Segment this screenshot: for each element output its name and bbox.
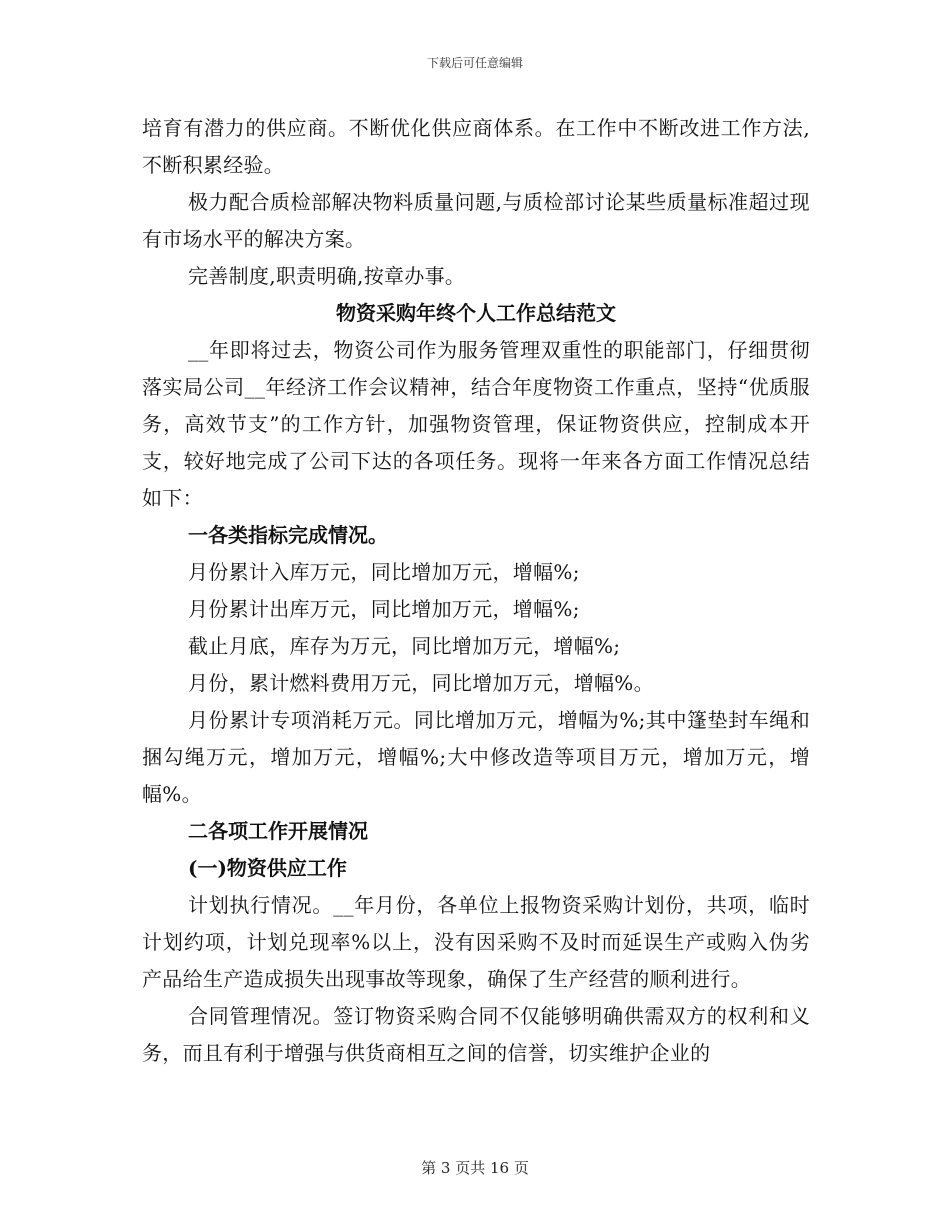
paragraph-special-consumption: 月份累计专项消耗万元。同比增加万元，增幅为%;其中篷垫封车绳和捆勾绳万元，增加万元，增幅%;大中修改造等项目万元，增加万元，增幅%。 <box>142 708 810 806</box>
paragraph-supplier-development: 培育有潜力的供应商。不断优化供应商体系。在工作中不断改进工作方法,不断积累经验。 <box>142 116 810 177</box>
paragraph-plan-execution: 计划执行情况。__年月份，各单位上报物资采购计划份，共项，临时计划约项，计划兑现率%以上，没有因采购不及时而延误生产或购入伪劣产品给生产造成损失出现事故等现象，确保了生产经营的顺利进行。 <box>142 893 810 991</box>
paragraph-inventory: 截止月底，库存为万元，同比增加万元，增幅%; <box>188 634 621 658</box>
paragraph-outbound: 月份累计出库万元，同比增加万元，增幅%; <box>188 597 580 621</box>
document-body <box>142 110 810 1072</box>
paragraph-quality-cooperation: 极力配合质检部解决物料质量问题,与质检部讨论某些质量标准超过现有市场水平的解决方案。 <box>142 190 810 251</box>
heading-work-progress: 二各项工作开展情况 <box>188 819 368 843</box>
heading-material-supply: (一)物资供应工作 <box>188 856 347 880</box>
page-header: 下载后可任意编辑 <box>426 56 523 70</box>
paragraph-inbound: 月份累计入库万元，同比增加万元，增幅%; <box>188 560 580 584</box>
section-title: 物资采购年终个人工作总结范文 <box>336 301 616 325</box>
heading-indicators: 一各类指标完成情况。 <box>188 523 388 547</box>
page-footer: 第 3 页共 16 页 <box>421 1159 529 1177</box>
paragraph-contract-management: 合同管理情况。签订物资采购合同不仅能够明确供需双方的权利和义务，而且有利于增强与供货商相互之间的信誉，切实维护企业的 <box>142 1004 810 1065</box>
paragraph-introduction: __年即将过去，物资公司作为服务管理双重性的职能部门，仔细贯彻落实局公司__年经济工作会议精神，结合年度物资工作重点，坚持“优质服务，高效节支”的工作方针，加强物资管理，保证物资供应，控制成本开支，较好地完成了公司下达的各项任务。现将一年来各方面工作情况总结如下： <box>142 338 810 510</box>
paragraph-fuel-cost: 月份，累计燃料费用万元，同比增加万元，增幅%。 <box>188 671 654 695</box>
paragraph-system-improvement: 完善制度,职责明确,按章办事。 <box>188 264 466 288</box>
